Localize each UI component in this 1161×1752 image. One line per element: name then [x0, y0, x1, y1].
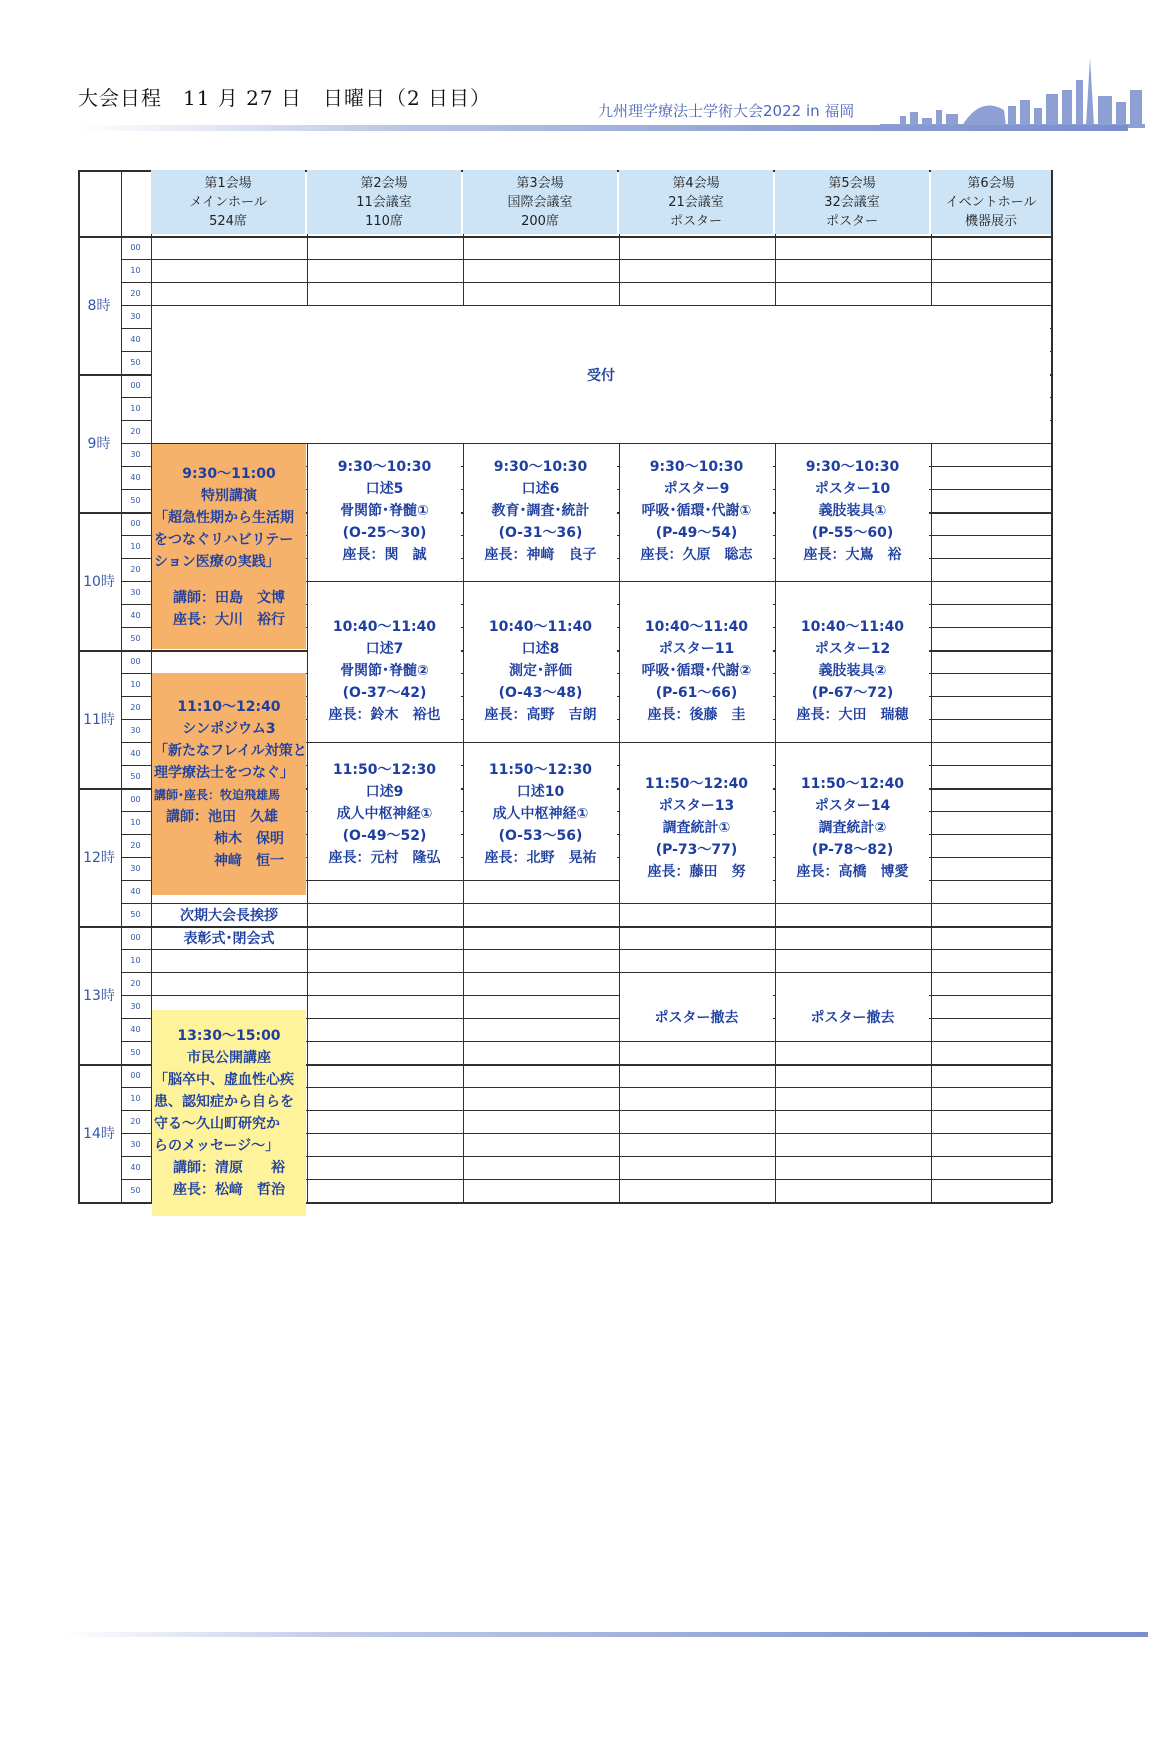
minute-label: 50 — [130, 1186, 141, 1195]
minute-label: 30 — [130, 726, 141, 735]
venue-room: 21会議室 — [668, 194, 724, 210]
minute-label: 20 — [130, 1117, 141, 1126]
session-range: (O-49～52) — [342, 827, 427, 844]
session-time: 10:40～11:40 — [332, 619, 437, 635]
session-topic: 骨関節･脊髄② — [340, 663, 429, 679]
minute-label: 30 — [130, 588, 141, 597]
footer-divider — [60, 1632, 1148, 1637]
grid-line — [121, 236, 1051, 237]
session-lecturer: 神﨑 恒一 — [214, 853, 284, 869]
minute-label: 40 — [130, 611, 141, 620]
session-chair: 座長：大嶌 裕 — [803, 547, 902, 563]
award-closing-ceremony: 表彰式･閉会式 — [183, 931, 275, 947]
session-range: (P-73～77) — [655, 842, 738, 858]
session-range: (O-31～36) — [498, 525, 583, 541]
session-theme-line: 「新たなフレイル対策と — [154, 743, 307, 759]
session-theme-line: ション医療の実践」 — [154, 553, 280, 570]
session-poster-11 — [620, 604, 773, 738]
venue-name: 第1会場 — [204, 175, 252, 191]
session-range: (O-53～56) — [498, 827, 583, 844]
session-range: (P-61～66) — [655, 685, 738, 701]
conference-name: 九州理学療法士学術大会2022 in 福岡 — [598, 102, 855, 120]
session-title: 口述5 — [365, 481, 404, 497]
session-theme-line: 理学療法士をつなぐ」 — [154, 765, 294, 781]
minute-label: 00 — [130, 795, 141, 804]
session-chair: 座長：関 誠 — [342, 547, 427, 563]
minute-label: 40 — [130, 473, 141, 482]
session-chair: 座長：鈴木 裕也 — [328, 707, 441, 723]
poster-removal-5: ポスター撤去 — [810, 1010, 895, 1026]
venue-info: ポスター — [669, 213, 722, 229]
session-range: (P-49～54) — [655, 525, 738, 541]
minute-label: 50 — [130, 910, 141, 919]
venue-info: ポスター — [825, 213, 878, 229]
session-time: 13:30～15:00 — [177, 1028, 281, 1044]
venue-info: 機器展示 — [964, 213, 1017, 229]
session-title: 口述8 — [521, 641, 560, 657]
session-poster-10 — [776, 444, 929, 578]
session-topic: 呼吸･循環･代謝① — [641, 503, 752, 519]
session-chair: 座長：元村 隆弘 — [328, 849, 441, 866]
session-title: 口述6 — [521, 481, 560, 497]
symposium-block — [152, 673, 306, 895]
next-president-greeting: 次期大会長挨拶 — [180, 908, 278, 924]
session-chair: 座長：高橋 博愛 — [796, 864, 909, 880]
session-oral-6 — [464, 444, 617, 578]
minute-label: 10 — [130, 680, 141, 689]
venue-room: 32会議室 — [824, 194, 880, 210]
session-topic: 義肢装具① — [818, 503, 887, 519]
minute-label: 40 — [130, 1163, 141, 1172]
venue-name: 第5会場 — [828, 175, 876, 191]
session-range: (P-55～60) — [811, 525, 894, 541]
minute-label: 10 — [130, 542, 141, 551]
minute-label: 20 — [130, 979, 141, 988]
minute-label: 40 — [130, 887, 141, 896]
reception-label: 受付 — [587, 367, 615, 384]
session-time: 11:50～12:40 — [800, 776, 905, 792]
venue-name: 第2会場 — [360, 175, 408, 191]
session-chair: 座長：大川 裕行 — [173, 611, 285, 628]
venue-room: 11会議室 — [356, 194, 412, 210]
session-range: (P-78～82) — [811, 842, 894, 858]
venue-name: 第4会場 — [672, 175, 720, 191]
session-time: 11:10～12:40 — [177, 699, 281, 715]
session-theme-line: らのメッセージ～」 — [154, 1138, 280, 1154]
session-chair: 座長：後藤 圭 — [647, 707, 746, 723]
session-topic: 調査統計① — [662, 820, 731, 836]
session-lecturer: 柿木 保明 — [214, 831, 284, 847]
hour-label: 8時 — [87, 298, 111, 314]
session-range: (O-25～30) — [342, 525, 427, 541]
session-range: (P-67～72) — [811, 685, 894, 701]
session-chair: 座長：高野 吉朗 — [484, 707, 597, 723]
session-title: 口述9 — [365, 783, 404, 800]
minute-label: 50 — [130, 358, 141, 367]
session-time: 9:30～10:30 — [649, 459, 744, 475]
session-range: (O-37～42) — [342, 685, 427, 701]
venue-header-6 — [931, 170, 1051, 234]
minute-label: 00 — [130, 1071, 141, 1080]
minute-label: 10 — [130, 1094, 141, 1103]
session-topic: 成人中枢神経① — [492, 805, 589, 822]
minute-label: 30 — [130, 312, 141, 321]
venue-header-1 — [151, 170, 305, 234]
session-time: 9:30～10:30 — [805, 459, 900, 475]
venue-header-3 — [463, 170, 617, 234]
session-oral-5 — [308, 444, 461, 578]
session-title: ポスター9 — [663, 481, 730, 497]
minute-label: 50 — [130, 1048, 141, 1057]
minute-label: 10 — [130, 266, 141, 275]
minute-label: 00 — [130, 381, 141, 390]
grid-line — [121, 972, 1051, 973]
session-lecturer: 講師：田島 文博 — [173, 589, 285, 606]
hour-label: 10時 — [83, 574, 115, 590]
minute-label: 20 — [130, 289, 141, 298]
session-title: ポスター11 — [658, 641, 735, 657]
session-title: シンポジウム3 — [182, 721, 276, 737]
session-oral-10 — [464, 758, 617, 869]
session-topic: 骨関節･脊髄① — [340, 503, 429, 519]
grid-line — [121, 259, 1051, 260]
grid-line — [121, 282, 1051, 283]
hour-label: 12時 — [83, 850, 115, 866]
venue-room: メインホール — [189, 194, 267, 210]
session-theme-line: 守る～久山町研究か — [154, 1116, 280, 1132]
minute-label: 50 — [130, 772, 141, 781]
session-topic: 測定･評価 — [509, 663, 572, 679]
minute-label: 40 — [130, 335, 141, 344]
minute-label: 30 — [130, 1140, 141, 1149]
session-chair: 座長：大田 瑞穂 — [796, 707, 909, 723]
session-time: 11:50～12:40 — [644, 776, 749, 792]
session-title: 口述10 — [516, 783, 565, 800]
venue-header-4 — [619, 170, 773, 234]
session-time: 10:40～11:40 — [644, 619, 749, 635]
session-chair: 座長：神﨑 良子 — [484, 547, 597, 563]
session-topic: 教育･調査･統計 — [491, 503, 590, 519]
minute-label: 20 — [130, 565, 141, 574]
session-topic: 義肢装具② — [818, 663, 887, 679]
session-theme-line: 「超急性期から生活期 — [154, 509, 294, 526]
venue-room: 国際会議室 — [507, 194, 573, 210]
session-time: 10:40～11:40 — [800, 619, 905, 635]
grid-line — [1051, 170, 1053, 1203]
session-time: 11:50～12:30 — [488, 761, 593, 778]
minute-label: 30 — [130, 864, 141, 873]
venue-info: 524席 — [209, 213, 247, 229]
minute-label: 20 — [130, 427, 141, 436]
minute-label: 00 — [130, 657, 141, 666]
session-chair: 座長：松﨑 哲治 — [173, 1182, 285, 1198]
session-title: ポスター10 — [814, 481, 891, 497]
venue-room: イベントホール — [945, 194, 1037, 210]
public-lecture-block — [152, 1010, 306, 1216]
minute-label: 40 — [130, 749, 141, 758]
session-title: ポスター14 — [814, 798, 891, 814]
hour-label: 14時 — [83, 1126, 115, 1142]
session-lecturer-chair: 講師･座長：牧迫飛雄馬 — [154, 788, 281, 802]
session-title: 口述7 — [365, 641, 404, 657]
session-chair: 座長：久原 聡志 — [640, 547, 753, 563]
session-poster-14 — [776, 765, 929, 891]
venue-header-5 — [775, 170, 929, 234]
session-lecturer: 講師：池田 久雄 — [166, 809, 278, 825]
session-theme-line: をつなぐリハビリテー — [154, 531, 294, 548]
session-theme-line: 「脳卒中、虚血性心疾 — [154, 1072, 294, 1088]
minute-label: 00 — [130, 243, 141, 252]
grid-line — [121, 949, 1051, 950]
minute-label: 50 — [130, 634, 141, 643]
session-theme-line: 患、認知症から自らを — [154, 1094, 294, 1110]
page-title: 大会日程 11 月 27 日 日曜日（2 日目） — [78, 86, 492, 110]
session-time: 9:30～11:00 — [182, 465, 276, 482]
session-chair: 座長：藤田 努 — [647, 864, 746, 880]
session-title: ポスター12 — [814, 641, 891, 657]
minute-label: 10 — [130, 404, 141, 413]
minute-label: 10 — [130, 818, 141, 827]
session-title: 市民公開講座 — [187, 1050, 271, 1066]
session-chair: 座長：北野 晃祐 — [484, 849, 597, 866]
session-time: 11:50～12:30 — [332, 761, 437, 778]
session-poster-12 — [776, 604, 929, 738]
minute-label: 10 — [130, 956, 141, 965]
session-poster-9 — [620, 444, 773, 578]
session-time: 9:30～10:30 — [493, 459, 588, 475]
venue-name: 第3会場 — [516, 175, 564, 191]
venue-info: 200席 — [521, 213, 559, 229]
session-title: 特別講演 — [201, 487, 257, 504]
session-time: 10:40～11:40 — [488, 619, 593, 635]
venue-info: 110席 — [365, 213, 403, 229]
special-lecture-block — [152, 444, 306, 649]
session-topic: 成人中枢神経① — [336, 805, 433, 822]
venue-name: 第6会場 — [967, 175, 1015, 191]
hour-label: 13時 — [83, 988, 115, 1004]
hour-label: 9時 — [87, 436, 111, 452]
minute-label: 20 — [130, 841, 141, 850]
session-title: ポスター13 — [658, 798, 735, 814]
session-oral-9 — [308, 758, 461, 869]
minute-label: 00 — [130, 519, 141, 528]
session-time: 9:30～10:30 — [337, 459, 432, 475]
session-poster-13 — [620, 765, 773, 891]
minute-label: 50 — [130, 496, 141, 505]
minute-label: 40 — [130, 1025, 141, 1034]
minute-label: 30 — [130, 1002, 141, 1011]
session-oral-8 — [464, 604, 617, 738]
minute-label: 00 — [130, 933, 141, 942]
minute-label: 20 — [130, 703, 141, 712]
session-topic: 調査統計② — [818, 820, 887, 836]
session-lecturer: 講師：清原 裕 — [173, 1160, 285, 1176]
session-topic: 呼吸･循環･代謝② — [641, 663, 752, 679]
hour-label: 11時 — [83, 712, 115, 728]
session-oral-7 — [308, 604, 461, 738]
venue-header-2 — [307, 170, 461, 234]
minute-label: 30 — [130, 450, 141, 459]
poster-removal-4: ポスター撤去 — [654, 1010, 739, 1026]
session-range: (O-43～48) — [498, 685, 583, 701]
